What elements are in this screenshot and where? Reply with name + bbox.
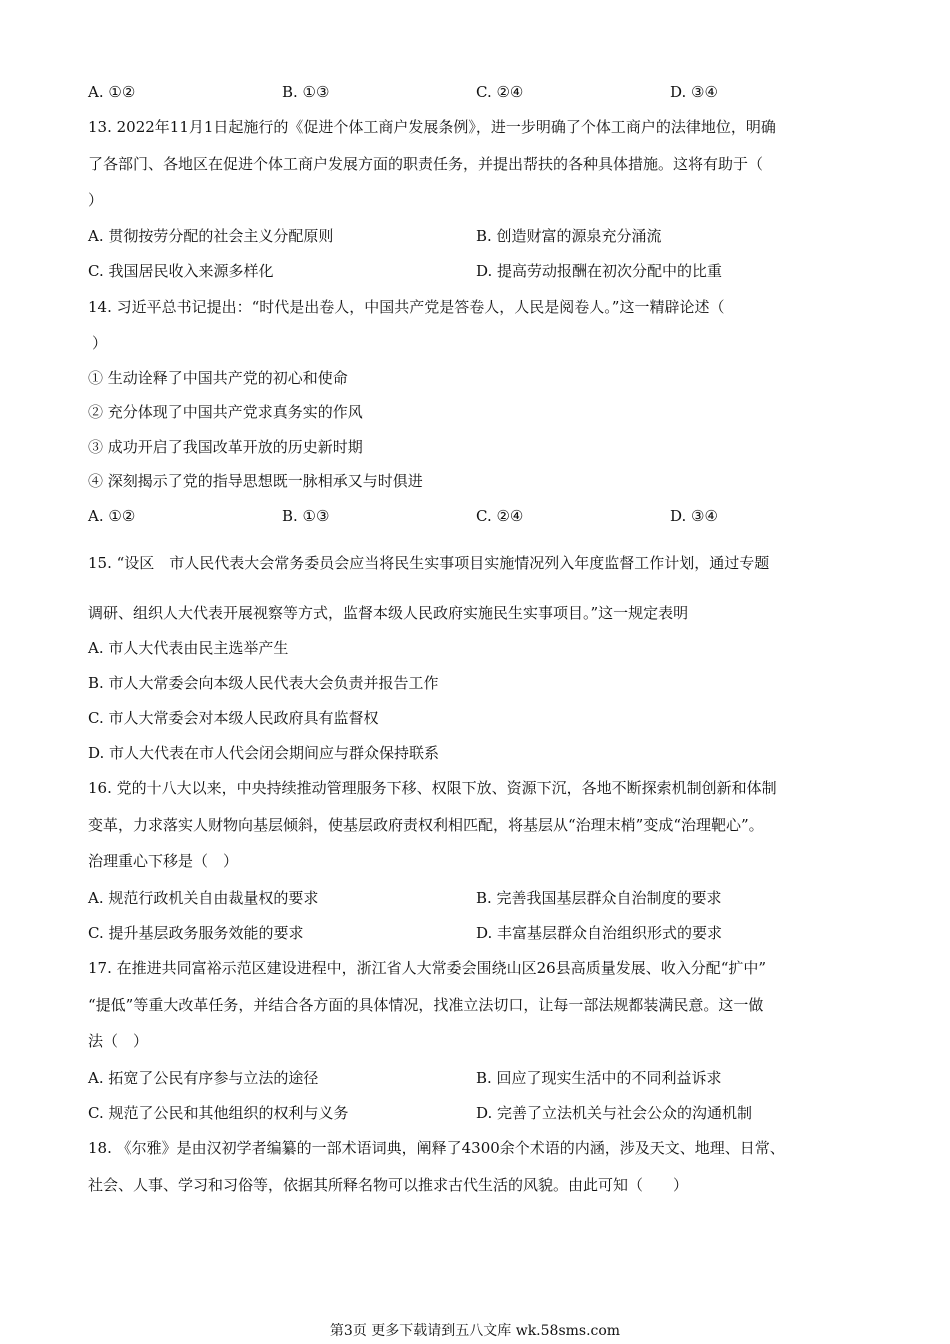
q17-option-c: C. 规范了公民和其他组织的权利与义务 [88,1104,349,1122]
q14-option-d: D. ③④ [670,507,718,525]
q13-option-b: B. 创造财富的源泉充分涌流 [476,227,662,245]
q15-option-d: D. 市人大代表在市人代会闭会期间应与群众保持联系 [88,744,440,762]
page-footer: 第3页 更多下载请到五八文库 wk.58sms.com [329,1323,621,1339]
q14-stem-line-2: ） [92,334,108,352]
q12-option-a: A. ①② [88,83,136,101]
q14-option-a: A. ①② [88,507,136,525]
q15-option-a: A. 市人大代表由民主选举产生 [88,639,289,657]
q17-stem-line-2: “提低”等重大改革任务，并结合各方面的具体情况，找准立法切口，让每一部法规都装满民意。这一做 [88,996,764,1014]
q13-stem-line-3: ） [88,191,104,209]
q12-option-c: C. ②④ [476,83,524,101]
q14-item-2: ② 充分体现了中国共产党求真务实的作风 [88,403,363,421]
q17-option-a: A. 拓宽了公民有序参与立法的途径 [88,1069,319,1087]
q13-option-c: C. 我国居民收入来源多样化 [88,262,274,280]
q17-option-d: D. 完善了立法机关与社会公众的沟通机制 [476,1104,753,1122]
q13-option-d: D. 提高劳动报酬在初次分配中的比重 [476,262,723,280]
q16-option-a: A. 规范行政机关自由裁量权的要求 [88,889,319,907]
q14-stem-line-1: 14. 习近平总书记提出：“时代是出卷人，中国共产党是答卷人，人民是阅卷人。”这一精辟论述（ [88,298,725,316]
q18-stem-line-2: 社会、人事、学习和习俗等，依据其所释名物可以推求古代生活的风貌。由此可知（ ） [88,1176,689,1194]
q13-stem-line-2: 了各部门、各地区在促进个体工商户发展方面的职责任务，并提出帮扶的各种具体措施。这将有助于（ [88,155,764,173]
q17-stem-line-3: 法（ ） [88,1032,149,1050]
q14-item-3: ③ 成功开启了我国改革开放的历史新时期 [88,438,363,456]
q18-stem-line-1: 18. 《尔雅》是由汉初学者编纂的一部术语词典，阐释了4300余个术语的内涵，涉及天文、地理、日常、 [88,1139,785,1157]
q12-option-d: D. ③④ [670,83,718,101]
q13-stem-line-1: 13. 2022年11月1日起施行的《促进个体工商户发展条例》，进一步明确了个体工商户的法律地位，明确 [88,118,776,136]
q14-item-4: ④ 深刻揭示了党的指导思想既一脉相承又与时俱进 [88,472,423,490]
q14-option-c: C. ②④ [476,507,524,525]
q13-option-a: A. 贯彻按劳分配的社会主义分配原则 [88,227,334,245]
q12-option-b: B. ①③ [282,83,330,101]
q15-stem-line-1: 15. “设区 市人民代表大会常务委员会应当将民生实事项目实施情况列入年度监督工作计划，通过专题 [88,554,770,572]
q16-stem-line-2: 变革，力求落实人财物向基层倾斜，使基层政府责权利相匹配，将基层从“治理末梢”变成“治理靶心”。 [88,816,764,834]
q15-stem-line-2: 调研、组织人大代表开展视察等方式，监督本级人民政府实施民生实事项目。”这一规定表明 [88,604,689,622]
q15-option-b: B. 市人大常委会向本级人民代表大会负责并报告工作 [88,674,439,692]
q14-item-1: ① 生动诠释了中国共产党的初心和使命 [88,369,348,387]
q16-stem-line-1: 16. 党的十八大以来，中央持续推动管理服务下移、权限下放、资源下沉，各地不断探索机制创新和体制 [88,779,777,797]
q16-stem-line-3: 治理重心下移是（ ） [88,852,239,870]
q14-option-b: B. ①③ [282,507,330,525]
q15-option-c: C. 市人大常委会对本级人民政府具有监督权 [88,709,379,727]
q16-option-b: B. 完善我国基层群众自治制度的要求 [476,889,722,907]
q17-stem-line-1: 17. 在推进共同富裕示范区建设进程中，浙江省人大常委会围绕山区26县高质量发展、收入分配“扩中” [88,959,767,977]
q16-option-d: D. 丰富基层群众自治组织形式的要求 [476,924,723,942]
q16-option-c: C. 提升基层政务服务效能的要求 [88,924,304,942]
q17-option-b: B. 回应了现实生活中的不同利益诉求 [476,1069,722,1087]
